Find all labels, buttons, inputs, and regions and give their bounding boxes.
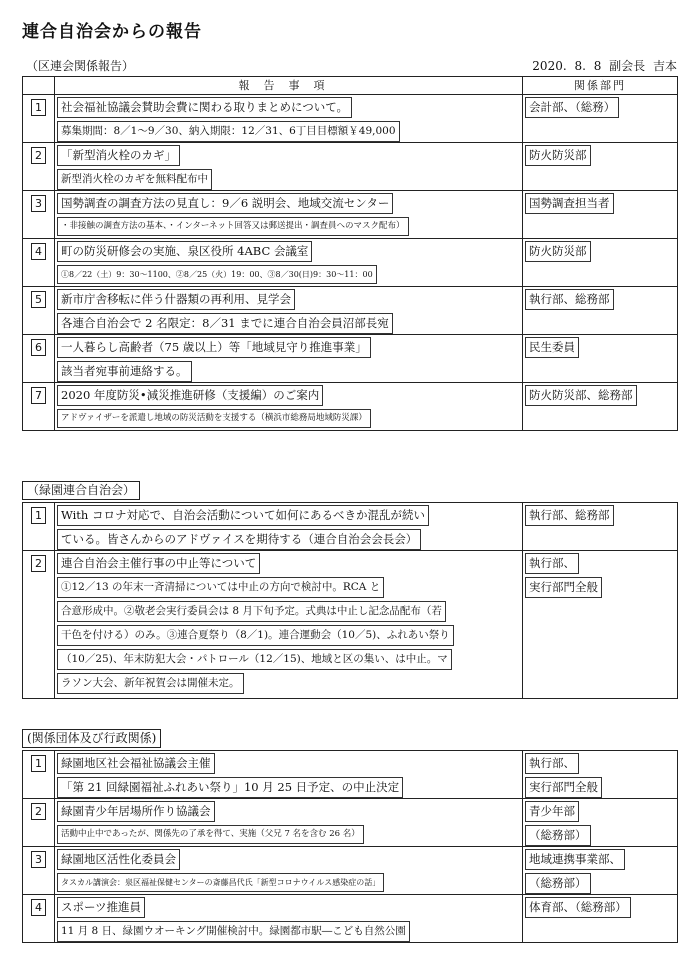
table-row: [23, 287, 678, 335]
report-table-3: [22, 750, 678, 943]
report-meta: 2020. 8. 8 副会長 吉本: [532, 59, 677, 73]
section1-label: （区連会関係報告）: [26, 59, 135, 73]
table-row: [23, 551, 678, 699]
row-dept: （総務部）: [525, 873, 591, 894]
table-row: [23, 895, 678, 943]
row-number: 6: [31, 339, 46, 356]
row-line: 国勢調査の調査方法の見直し：9／6 説明会、地域交流センター: [57, 193, 393, 214]
header-blank: [23, 77, 55, 95]
row-dept: 実行部門全般: [525, 577, 602, 598]
row-dept: 国勢調査担当者: [525, 193, 614, 214]
row-line: 11 月 8 日、緑園ウオーキング開催検討中。緑園都市駅―こども自然公園: [57, 921, 410, 942]
report-table-2: [22, 502, 678, 699]
report-table-1: [22, 76, 678, 431]
row-line: スポーツ推進員: [57, 897, 145, 918]
row-line: 町の防災研修会の実施、泉区役所 4ABC 会議室: [57, 241, 312, 262]
row-line: 合意形成中。②敬老会実行委員会は 8 月下旬予定。式典は中止し記念品配布（若: [57, 601, 446, 622]
row-line: 一人暮らし高齢者（75 歳以上）等「地域見守り推進事業」: [57, 337, 371, 358]
row-number: 3: [31, 851, 46, 868]
row-line: （10／25)、年末防犯大会・パトロール（12／15)、地域と区の集い、は中止。マ: [57, 649, 452, 670]
row-number: 2: [31, 555, 46, 572]
row-dept: 執行部、: [525, 753, 579, 774]
row-line: 該当者宛事前連絡する。: [57, 361, 192, 382]
row-number: 5: [31, 291, 46, 308]
header-item: 報告事項: [55, 77, 523, 95]
header-dept: 関係部門: [523, 77, 678, 95]
table-row: [23, 239, 678, 287]
row-dept: 青少年部: [525, 801, 579, 822]
row-dept: 執行部、: [525, 553, 579, 574]
row-line: 新型消火栓のカギを無料配布中: [57, 169, 212, 190]
table-row: [23, 751, 678, 799]
row-line: タスカル講演会：泉区福祉保健センターの斎藤昌代氏「新型コロナウイルス感染症の話」: [57, 873, 384, 892]
row-number: 4: [31, 243, 46, 260]
row-number: 1: [31, 507, 46, 524]
table-row: [23, 383, 678, 431]
row-line: 緑園地区社会福祉協議会主催: [57, 753, 215, 774]
row-line: 各連合自治会で 2 名限定：8／31 までに連合自治会員沼部長宛: [57, 313, 393, 334]
row-number: 2: [31, 147, 46, 164]
row-line: 「第 21 回緑園福祉ふれあい祭り」10 月 25 日予定、の中止決定: [57, 777, 403, 798]
row-line: 干色を付ける）のみ。③連合夏祭り（8／1)。連合運動会（10／5)、ふれあい祭り: [57, 625, 454, 646]
row-line: ラソン大会、新年祝賀会は開催未定。: [57, 673, 244, 694]
row-dept: 会計部、（総務）: [525, 97, 619, 118]
table-row: [23, 335, 678, 383]
row-dept: 執行部、総務部: [525, 289, 614, 310]
row-dept: 体育部、（総務部）: [525, 897, 631, 918]
row-dept: 民生委員: [525, 337, 579, 358]
row-dept: （総務部）: [525, 825, 591, 846]
table-row: [23, 191, 678, 239]
table-header: [23, 77, 678, 95]
row-line: アドヴァイザーを派遣し地域の防災活動を支援する（横浜市総務局地域防災課）: [57, 409, 371, 428]
row-line: 緑園青少年居場所作り協議会: [57, 801, 215, 822]
row-line: 緑園地区活性化委員会: [57, 849, 180, 870]
row-line: ている。皆さんからのアドヴァイスを期待する（連合自治会会長会）: [57, 529, 421, 550]
row-line: 「新型消火栓のカギ」: [57, 145, 180, 166]
table-row: [23, 95, 678, 143]
row-number: 3: [31, 195, 46, 212]
row-line: 活動中止中であったが、関係先の了承を得て、実施（父兄 7 名を含む 26 名）: [57, 825, 364, 844]
table-row: [23, 847, 678, 895]
row-number: 1: [31, 99, 46, 116]
page-title: 連合自治会からの報告: [22, 22, 202, 42]
row-dept: 防火防災部: [525, 241, 591, 262]
row-line: With コロナ対応で、自治会活動について如何にあるべきか混乱が続い: [57, 505, 429, 526]
row-dept: 防火防災部、総務部: [525, 385, 637, 406]
row-dept: 実行部門全般: [525, 777, 602, 798]
row-line: ①12／13 の年末一斉清掃については中止の方向で検討中。RCA と: [57, 577, 384, 598]
table-row: [23, 503, 678, 551]
row-line: 連合自治会主催行事の中止等について: [57, 553, 260, 574]
row-line: 2020 年度防災•減災推進研修（支援編）のご案内: [57, 385, 323, 406]
section3-label: (関係団体及び行政関係): [22, 729, 161, 748]
row-line: ①8／22（土）9：30〜1100、②8／25（火）19：00、③8／30(日)9：30〜11：00: [57, 265, 377, 284]
row-number: 4: [31, 899, 46, 916]
row-dept: 執行部、総務部: [525, 505, 614, 526]
row-number: 2: [31, 803, 46, 820]
row-line: ・非接触の調査方法の基本、・インターネット回答又は郵送提出・調査員へのマスク配布）: [57, 217, 409, 236]
table-row: [23, 143, 678, 191]
row-dept: 防火防災部: [525, 145, 591, 166]
row-line: 社会福祉協議会賛助会費に関わる取りまとめについて。: [57, 97, 352, 118]
section2-label: （緑園連合自治会）: [22, 481, 140, 500]
row-line: 新市庁舎移転に伴う什器類の再利用、見学会: [57, 289, 295, 310]
row-dept: 地域連携事業部、: [525, 849, 625, 870]
row-number: 7: [31, 387, 46, 404]
table-row: [23, 799, 678, 847]
row-line: 募集期間：8／1〜9／30、納入期限：12／31、6丁目目標額￥49,000: [57, 121, 400, 142]
row-number: 1: [31, 755, 46, 772]
